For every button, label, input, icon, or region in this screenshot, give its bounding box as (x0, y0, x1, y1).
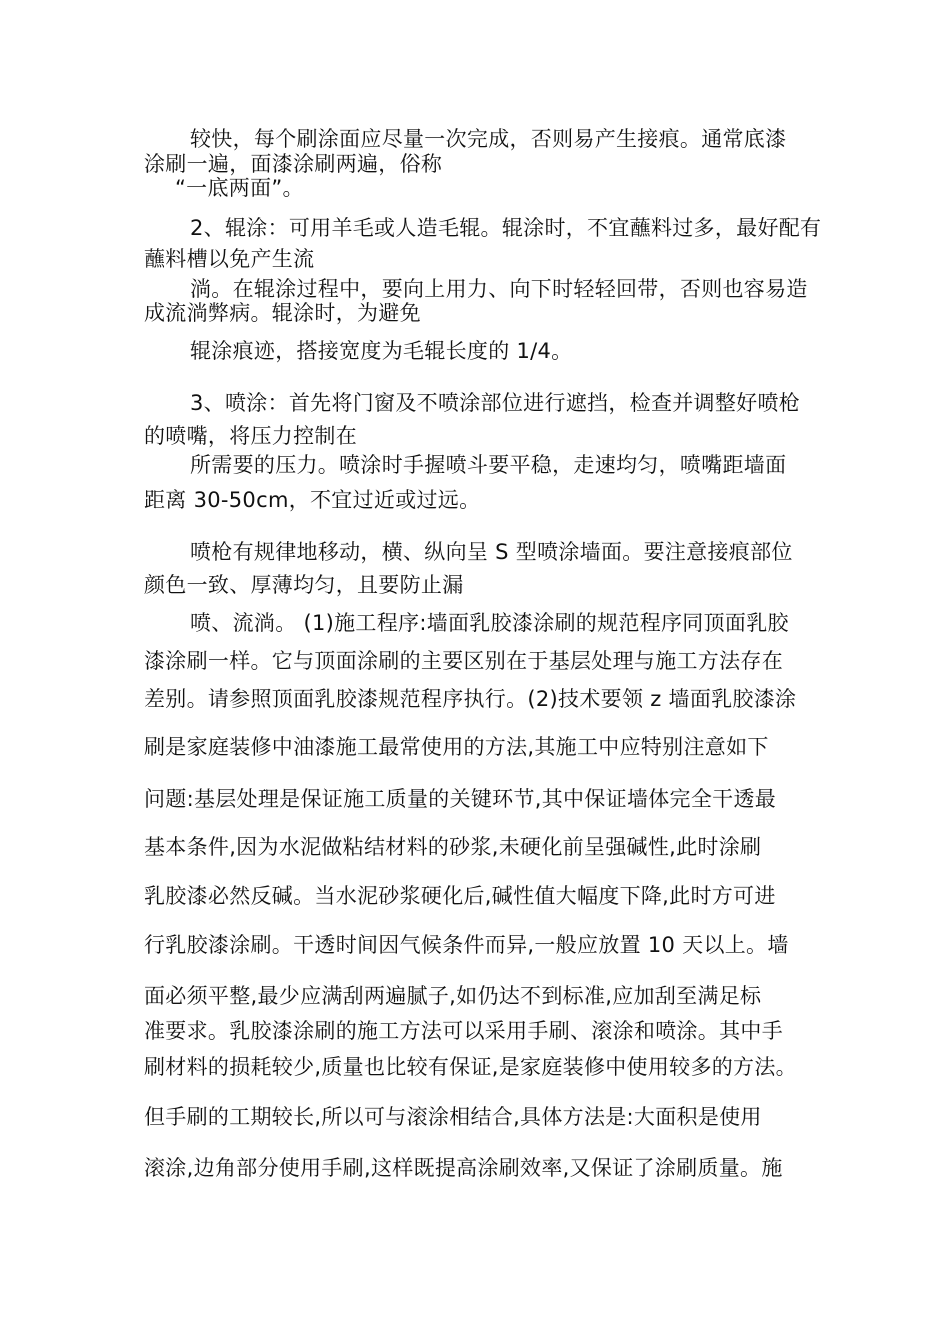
text-line: 颜色一致、厚薄均匀，且要防止漏 (144, 573, 464, 597)
text-line: 行乳胶漆涂刷。干透时间因气候条件而异,一般应放置 10 天以上。墙 (144, 933, 789, 957)
text-line: 成流淌弊病。辊涂时，为避免 (144, 301, 421, 325)
text-line: 涂刷一遍，面漆涂刷两遍，俗称 (144, 152, 443, 176)
text-line: 但手刷的工期较长,所以可与滚涂相结合,具体方法是:大面积是使用 (144, 1105, 762, 1129)
text-line: 的喷嘴，将压力控制在 (144, 424, 357, 448)
text-line: 距离 30-50cm，不宜过近或过远。 (144, 488, 481, 512)
text-line: 喷、流淌。 (1)施工程序:墙面乳胶漆涂刷的规范程序同顶面乳胶 (190, 611, 789, 635)
text-line: 差别。请参照顶面乳胶漆规范程序执行。(2)技术要领 z 墙面乳胶漆涂 (144, 687, 797, 711)
text-line: 较快，每个刷涂面应尽量一次完成，否则易产生接痕。通常底漆 (190, 127, 787, 151)
text-line: 蘸料槽以免产生流 (144, 247, 315, 271)
text-line: 淌。在辊涂过程中，要向上用力、向下时轻轻回带，否则也容易造 (190, 277, 808, 301)
text-line: 喷枪有规律地移动，横、纵向呈 S 型喷涂墙面。要注意接痕部位 (190, 540, 793, 564)
text-line: 3、喷涂：首先将门窗及不喷涂部位进行遮挡，检查并调整好喷枪 (190, 391, 801, 415)
text-line: 辊涂痕迹，搭接宽度为毛辊长度的 1/4。 (190, 339, 573, 363)
text-line: 刷材料的损耗较少,质量也比较有保证,是家庭装修中使用较多的方法。 (144, 1055, 797, 1079)
text-line: 2、辊涂：可用羊毛或人造毛辊。辊涂时，不宜蘸料过多，最好配有 (190, 216, 822, 240)
text-line: 刷是家庭装修中油漆施工最常使用的方法,其施工中应特别注意如下 (144, 735, 769, 759)
text-line: 所需要的压力。喷涂时手握喷斗要平稳，走速均匀，喷嘴距墙面 (190, 453, 787, 477)
text-line: 准要求。乳胶漆涂刷的施工方法可以采用手刷、滚涂和喷涂。其中手 (144, 1019, 783, 1043)
text-line: 乳胶漆必然反碱。当水泥砂浆硬化后,碱性值大幅度下降,此时方可进 (144, 884, 776, 908)
text-line: 滚涂,边角部分使用手刷,这样既提高涂刷效率,又保证了涂刷质量。施 (144, 1156, 783, 1180)
text-line: 面必须平整,最少应满刮两遍腻子,如仍达不到标准,应加刮至满足标 (144, 984, 762, 1008)
text-line: 问题:基层处理是保证施工质量的关键环节,其中保证墙体完全干透最 (144, 787, 777, 811)
text-line: 漆涂刷一样。它与顶面涂刷的主要区别在于基层处理与施工方法存在 (144, 649, 783, 673)
text-line: “一底两面”。 (175, 176, 304, 200)
text-line: 基本条件,因为水泥做粘结材料的砂浆,未硬化前呈强碱性,此时涂刷 (144, 835, 762, 859)
